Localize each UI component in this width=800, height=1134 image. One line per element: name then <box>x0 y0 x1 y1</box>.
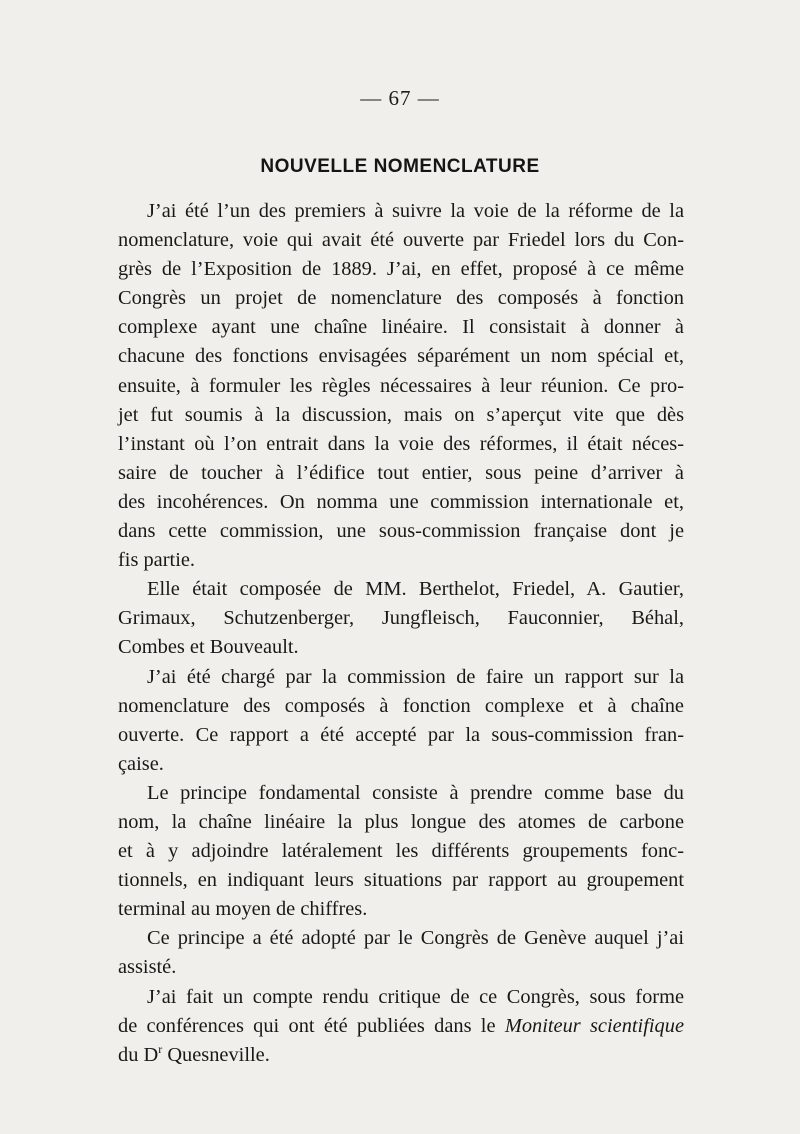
text-segment: du D <box>118 1043 159 1066</box>
paragraph-6 <box>118 983 684 1070</box>
text-line: l’instant où l’on entrait dans la voie des réformes, il était néces- <box>118 432 684 455</box>
text-line: complexe ayant une chaîne linéaire. Il consistait à donner à <box>118 316 684 339</box>
text-line: nomenclature, voie qui avait été ouverte par Friedel lors du Con- <box>118 229 684 252</box>
text-line: Ce principe a été adopté par le Congrès de Genève auquel j’ai <box>147 927 684 950</box>
text-line: ouverte. Ce rapport a été accepté par la sous-commission fran- <box>118 723 684 746</box>
section-heading: NOUVELLE NOMENCLATURE <box>260 156 540 177</box>
text-line: terminal au moyen de chiffres. <box>118 898 368 921</box>
text-line: Congrès un projet de nomenclature des composés à fonction <box>118 287 684 310</box>
text-segment: de conférences qui ont été publiées dans le <box>118 1014 496 1037</box>
text-line: tionnels, en indiquant leurs situations par rapport au groupement <box>118 869 684 892</box>
text-line: çaise. <box>118 752 164 775</box>
text-line: Combes et Bouveault. <box>118 636 299 659</box>
text-line: jet fut soumis à la discussion, mais on s’aperçut vite que dès <box>118 403 684 426</box>
text-line: chacune des fonctions envisagées séparément un nom spécial et, <box>118 345 684 368</box>
paragraph-2 <box>118 575 684 662</box>
text-line: J’ai fait un compte rendu critique de ce Congrès, sous forme <box>147 985 684 1008</box>
text-line: des incohérences. On nomma une commission internationale et, <box>118 490 684 513</box>
superscript: r <box>158 1041 163 1056</box>
text-line: J’ai été chargé par la commission de faire un rapport sur la <box>147 665 684 688</box>
paragraph-1 <box>118 197 684 575</box>
text-line: grès de l’Exposition de 1889. J’ai, en effet, proposé à ce même <box>118 258 684 281</box>
text-line: assisté. <box>118 956 177 979</box>
page-number: — 67 — <box>360 86 440 110</box>
text-line: nomenclature des composés à fonction complexe et à chaîne <box>118 694 684 717</box>
paragraph-4 <box>118 779 684 924</box>
text-line: J’ai été l’un des premiers à suivre la voie de la réforme de la <box>147 200 684 222</box>
paragraph-5 <box>118 924 684 982</box>
text-line: dans cette commission, une sous-commission française dont je <box>118 520 684 543</box>
text-line: saire de toucher à l’édifice tout entier, sous peine d’arriver à <box>118 461 684 484</box>
text-line: Le principe fondamental consiste à prendre comme base du <box>147 781 684 804</box>
text-line: nom, la chaîne linéaire la plus longue des atomes de carbone <box>118 810 684 833</box>
text-line: Grimaux, Schutzenberger, Jungfleisch, Fauconnier, Béhal, <box>118 607 684 630</box>
text-line <box>118 1012 684 1041</box>
paragraph-3 <box>118 663 684 779</box>
text-line: fis partie. <box>118 549 196 572</box>
text-line: ensuite, à formuler les règles nécessaires à leur réunion. Ce pro- <box>118 374 684 397</box>
text-line: Elle était composée de MM. Berthelot, Friedel, A. Gautier, <box>147 578 684 601</box>
body-text <box>118 197 684 1070</box>
text-line <box>118 1041 684 1070</box>
text-line: et à y adjoindre latéralement les différents groupements fonc- <box>118 840 684 863</box>
journal-title: Moniteur scientifique <box>504 1014 684 1037</box>
text-segment: Quesneville. <box>162 1043 270 1066</box>
